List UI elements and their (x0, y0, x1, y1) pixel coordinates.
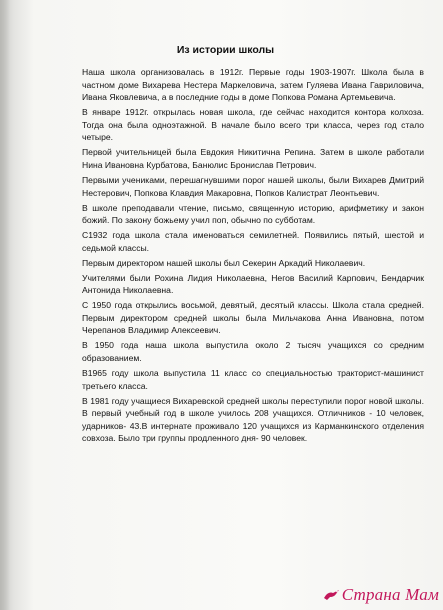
paragraph: В школе преподавали чтение, письмо, священную историю, арифметику и закон божий. По закону божьему учил поп, обычно по субботам. (82, 202, 424, 226)
paragraph: Первыми учениками, перешагнувшими порог нашей школы, были Вихарев Дмитрий Нестерович, Попкова Клавдия Макаровна, Попков Калистрат Леонтьевич. (82, 174, 424, 198)
paragraph: С1932 года школа стала именоваться семилетней. Появились пятый, шестой и седьмой классы. (82, 230, 424, 253)
watermark-text: Страна Мам (341, 585, 439, 604)
stork-logo-icon (323, 588, 341, 602)
paragraph: Первой учительницей была Евдокия Никитична Репина. Затем в школе работали Нина Ивановна Курбатова, Банюлис Бронислав Петрович. (82, 147, 424, 170)
page-shadow-edge (0, 0, 10, 610)
document-body (82, 66, 424, 447)
paragraph: Первым директором нашей школы был Секерин Аркадий Николаевич. (82, 257, 366, 268)
paragraph: В1965 году школа выпустила 11 класс со специальностью тракторист-машинист третьего класса. (82, 367, 424, 391)
paragraph: В 1981 году учащиеся Вихаревской средней школы переступили порог новой школы. В первый учебный год в школе училось 208 учащихся. Отличников - 10 человек, ударников- 43.В интернате проживало 120 учащихся из Карманкинского отделения совхоза. Было три группы продленного дня- 90 человек. (82, 395, 424, 444)
paragraph: Наша школа организовалась в 1912г. Первые годы 1903-1907г. Школа была в частном доме Вихарева Нестера Маркеловича, затем Гуляева Ивана Гавриловича, Ивана Яковлевича, а в последние годы в доме Попкова Романа Артемьевича. (82, 67, 424, 103)
paragraph: Учителями были Рохина Лидия Николаевна, Негов Василий Карпович, Бендарчик Антонида Николаевна. (82, 272, 424, 296)
paragraph: В январе 1912г. открылась новая школа, где сейчас находится контора колхоза. Тогда она была одноэтажной. В начале было всего три класса, через год стало четыре. (82, 107, 424, 143)
paragraph: В 1950 года наша школа выпустила около 2 тысяч учащихся со средним образованием. (82, 340, 424, 363)
site-watermark (323, 585, 439, 605)
document-title: Из истории школы (176, 44, 275, 56)
paragraph: С 1950 года открылись восьмой, девятый, десятый классы. Школа стала средней. Первым директором средней школы была Мильчакова Анна Ивановна, потом Черепанов Владимир Алексеевич. (82, 300, 424, 336)
